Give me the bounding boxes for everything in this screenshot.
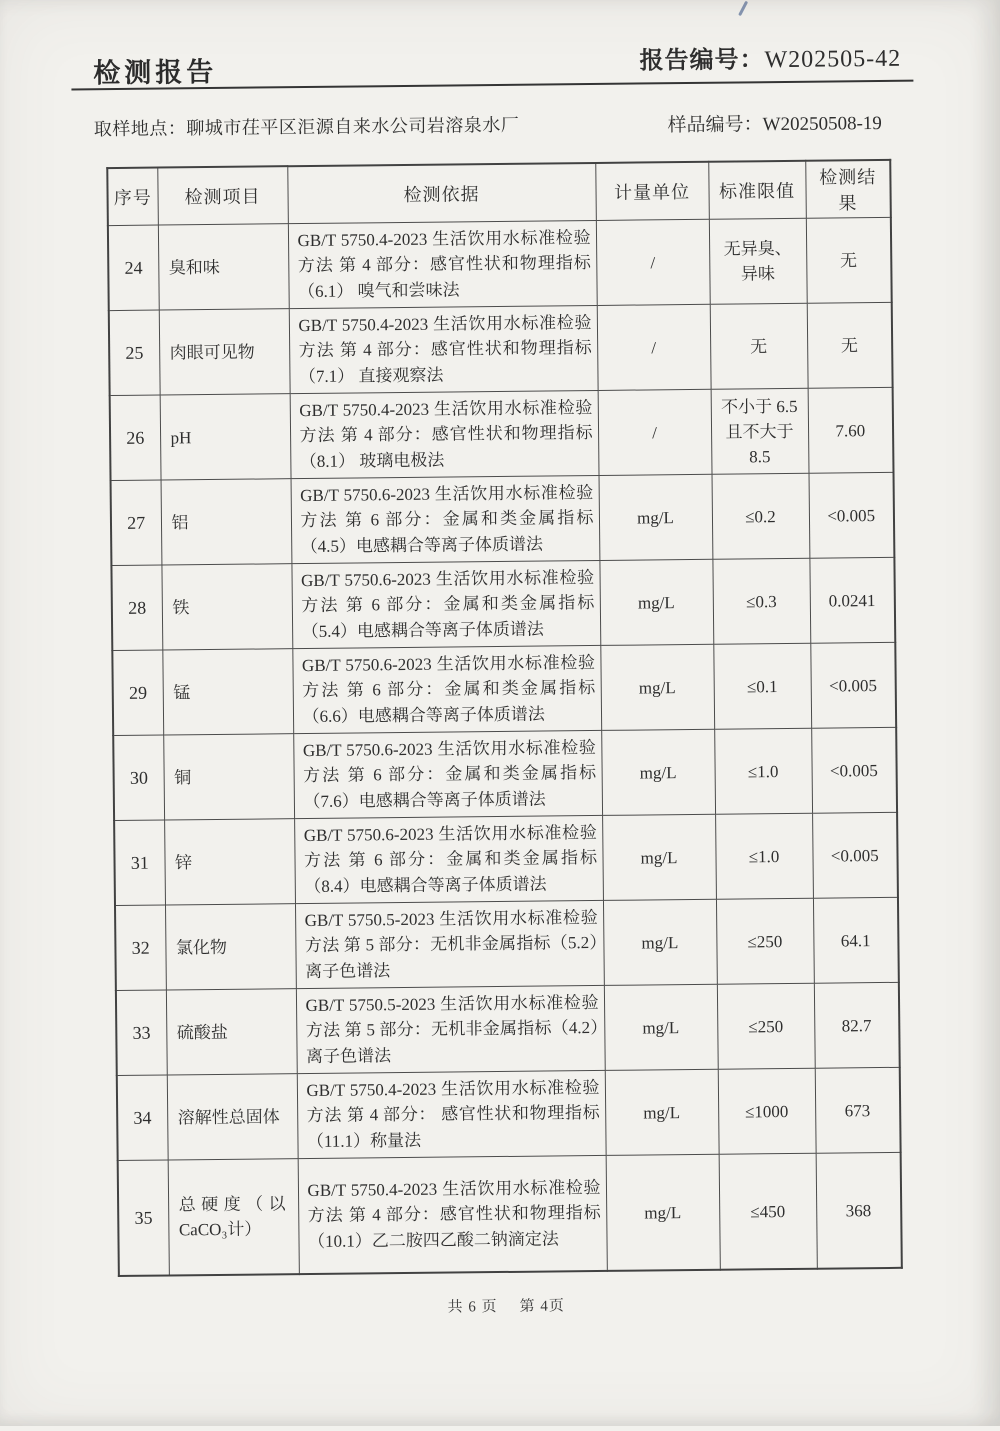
sample-number-label: 样品编号： [667, 114, 763, 137]
row-standard-limit: ≤250 [717, 983, 815, 1069]
row-test-item: 铜 [163, 734, 294, 820]
row-standard-limit: ≤1.0 [715, 813, 813, 899]
row-serial-number: 35 [118, 1160, 169, 1276]
row-serial-number: 29 [112, 650, 163, 736]
row-test-item: 锰 [162, 649, 293, 735]
row-test-basis: GB/T 5750.6-2023 生活饮用水标准检验方法 第 6 部分：金属和类金属指标（8.4）电感耦合等离子体质谱法 [294, 815, 603, 903]
row-result: 0.0241 [809, 557, 895, 643]
row-test-basis: GB/T 5750.6-2023 生活饮用水标准检验方法 第 6 部分：金属和类金属指标（5.4）电感耦合等离子体质谱法 [291, 560, 600, 648]
row-standard-limit: ≤0.3 [712, 558, 810, 644]
row-standard-limit: 无异臭、异味 [709, 218, 807, 304]
row-result: 368 [816, 1152, 902, 1268]
row-test-item: 肉眼可见物 [159, 309, 290, 395]
report-number-value: W202505-42 [764, 45, 902, 74]
row-standard-limit: ≤1.0 [714, 728, 812, 814]
row-unit: mg/L [603, 899, 717, 985]
row-unit: mg/L [604, 984, 718, 1070]
row-unit: mg/L [602, 814, 716, 900]
row-standard-limit: 无 [710, 303, 808, 389]
row-result: <0.005 [810, 642, 896, 728]
row-test-basis: GB/T 5750.4-2023 生活饮用水标准检验方法 第 4 部分：感官性状和物理指标（6.1） 嗅气和尝味法 [288, 220, 597, 308]
row-result: 7.60 [808, 387, 894, 473]
sample-info-row [94, 107, 882, 143]
row-serial-number: 31 [114, 820, 165, 906]
row-test-item: 锌 [164, 819, 295, 905]
row-unit: / [597, 304, 711, 390]
row-unit: / [596, 219, 710, 305]
row-test-item: 铁 [161, 564, 292, 650]
row-unit: mg/L [606, 1154, 720, 1271]
test-results-table [106, 159, 903, 1277]
table-row [108, 217, 892, 310]
row-test-basis: GB/T 5750.6-2023 生活饮用水标准检验方法 第 6 部分：金属和类金属指标（6.6）电感耦合等离子体质谱法 [292, 645, 601, 733]
row-standard-limit: ≤0.2 [712, 473, 810, 559]
row-unit: mg/L [599, 474, 713, 560]
row-unit: / [598, 389, 712, 475]
pen-mark [738, 1, 748, 17]
row-result: 64.1 [813, 897, 899, 983]
row-test-basis: GB/T 5750.4-2023 生活饮用水标准检验方法 第 4 部分：感官性状和物理指标（7.1） 直接观察法 [289, 305, 598, 393]
sampling-location-value: 聊城市茌平区洰源自来水公司岩溶泉水厂 [186, 114, 520, 139]
sample-number [667, 107, 882, 137]
row-standard-limit: 不小于 6.5 且不大于 8.5 [711, 388, 809, 474]
sampling-location-label: 取样地点： [93, 118, 187, 140]
row-serial-number: 25 [109, 310, 160, 396]
row-serial-number: 28 [111, 565, 162, 651]
table-row [118, 1152, 902, 1276]
row-result: 无 [806, 217, 892, 303]
row-test-item: 臭和味 [158, 224, 289, 310]
row-test-item: 铝 [161, 479, 292, 565]
row-result: 673 [815, 1067, 901, 1153]
row-test-basis: GB/T 5750.5-2023 生活饮用水标准检验方法 第 5 部分：无机非金属指标（4.2）离子色谱法 [296, 985, 605, 1073]
sample-number-value: W20250508-19 [762, 112, 882, 136]
row-test-basis: GB/T 5750.6-2023 生活饮用水标准检验方法 第 6 部分：金属和类金属指标（4.5）电感耦合等离子体质谱法 [291, 475, 600, 563]
col-header-basis: 检测依据 [287, 163, 596, 224]
footer-total-pages: 共 6 页 [447, 1299, 498, 1316]
row-unit: mg/L [599, 559, 713, 645]
row-unit: mg/L [600, 644, 714, 730]
table-row [116, 982, 900, 1075]
table-row [117, 1067, 901, 1160]
footer-current-page: 第 4页 [519, 1298, 565, 1315]
table-row [114, 812, 898, 905]
col-header-serial: 序号 [107, 168, 158, 226]
table-body [108, 217, 902, 1276]
sampling-location [94, 111, 520, 141]
row-result: 无 [807, 302, 893, 388]
row-test-basis: GB/T 5750.4-2023 生活饮用水标准检验方法 第 4 部分：感官性状和物理指标 （10.1）乙二胺四乙酸二钠滴定法 [298, 1155, 607, 1274]
table-row [111, 472, 895, 565]
row-serial-number: 27 [111, 480, 162, 566]
table-row [111, 557, 895, 650]
col-header-item: 检测项目 [157, 166, 288, 225]
row-test-basis: GB/T 5750.5-2023 生活饮用水标准检验方法 第 5 部分：无机非金属指标（5.2）离子色谱法 [295, 900, 604, 988]
table-row [112, 642, 896, 735]
report-number-label: 报告编号： [639, 47, 765, 75]
row-serial-number: 32 [115, 905, 166, 991]
row-serial-number: 24 [108, 225, 159, 311]
row-test-item: 硫酸盐 [166, 989, 297, 1075]
report-number [639, 38, 901, 76]
col-header-result: 检测结果 [805, 160, 891, 218]
row-result: <0.005 [812, 812, 898, 898]
row-test-basis: GB/T 5750.6-2023 生活饮用水标准检验方法 第 6 部分：金属和类金属指标（7.6）电感耦合等离子体质谱法 [293, 730, 602, 818]
col-header-unit: 计量单位 [595, 162, 709, 221]
row-standard-limit: ≤450 [719, 1153, 817, 1270]
table-row [109, 302, 893, 395]
row-serial-number: 30 [113, 735, 164, 821]
row-result: 82.7 [814, 982, 900, 1068]
row-test-item: 总硬度（以CaCO₃计） [168, 1159, 299, 1276]
row-test-item: 氯化物 [165, 904, 296, 990]
page-footer [6, 1290, 1000, 1321]
row-test-basis: GB/T 5750.4-2023 生活饮用水标准检验方法 第 4 部分：感官性状和物理指标（8.1） 玻璃电极法 [290, 390, 599, 478]
col-header-limit: 标准限值 [708, 161, 806, 220]
table-header-row [107, 160, 891, 226]
row-serial-number: 26 [110, 395, 161, 481]
row-result: <0.005 [811, 727, 897, 813]
page-title: 检测报告 [93, 56, 218, 89]
row-standard-limit: ≤1000 [718, 1068, 816, 1154]
row-serial-number: 33 [116, 990, 167, 1076]
row-standard-limit: ≤0.1 [713, 643, 811, 729]
row-test-item: pH [160, 394, 291, 480]
row-unit: mg/L [601, 729, 715, 815]
row-serial-number: 34 [117, 1075, 168, 1161]
table-row [110, 387, 894, 480]
row-standard-limit: ≤250 [716, 898, 814, 984]
row-result: <0.005 [809, 472, 895, 558]
row-test-item: 溶解性总固体 [167, 1074, 298, 1160]
table-row [113, 727, 897, 820]
table-row [115, 897, 899, 990]
row-test-basis: GB/T 5750.4-2023 生活饮用水标准检验方法 第 4 部分： 感官性状和物理指标（11.1）称量法 [297, 1070, 606, 1158]
row-unit: mg/L [605, 1069, 719, 1155]
